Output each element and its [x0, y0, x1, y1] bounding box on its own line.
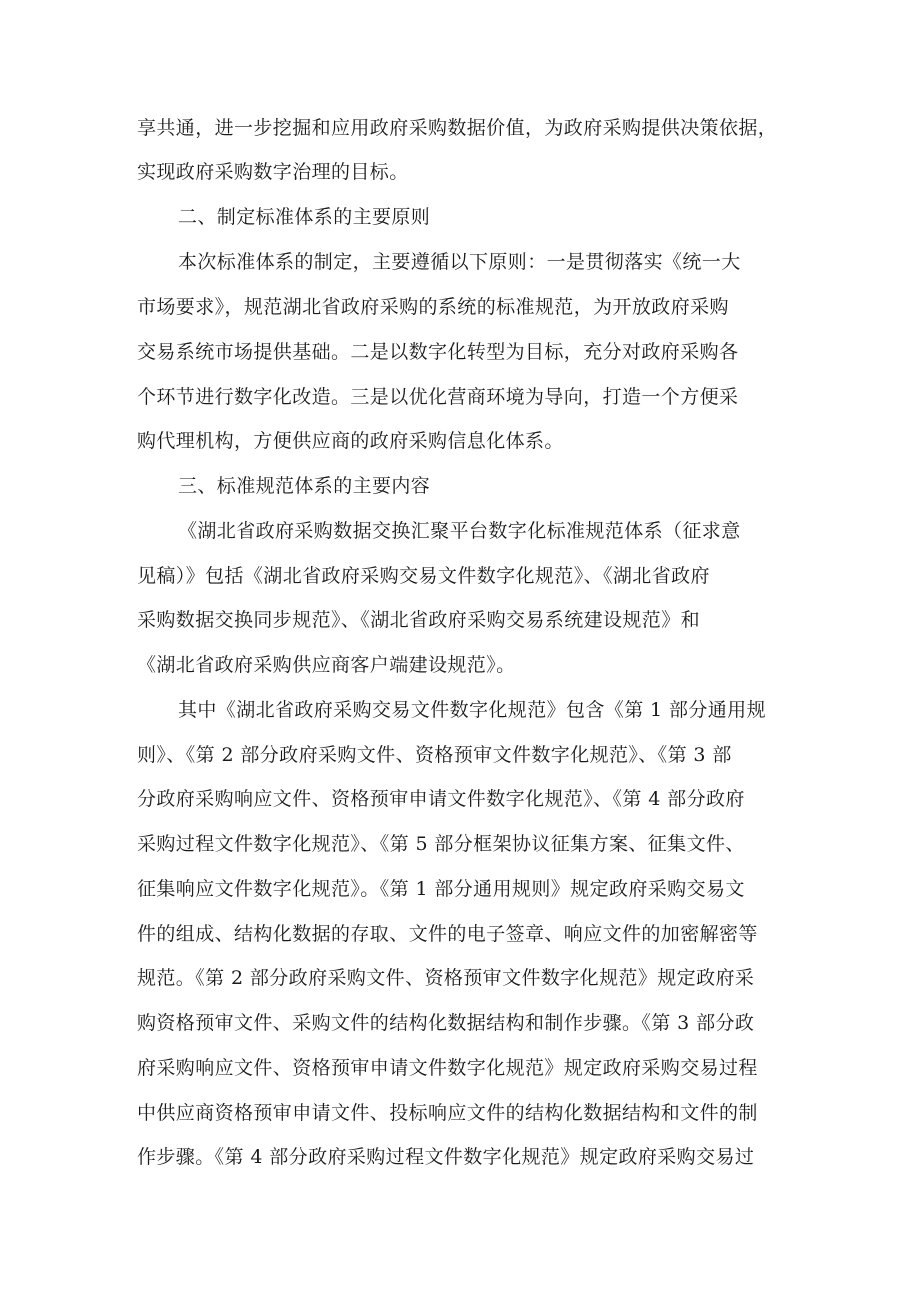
- text-line: 采购数据交换同步规范》、《湖北省政府采购交易系统建设规范》和: [137, 609, 701, 631]
- text-line: 作步骤。《第 4 部分政府采购过程文件数字化规范》规定政府采购交易过: [137, 1146, 755, 1168]
- text-line: 其中《湖北省政府采购交易文件数字化规范》包含《第 1 部分通用规: [178, 699, 766, 721]
- text-line: 中供应商资格预审申请文件、投标响应文件的结构化数据结构和文件的制: [137, 1102, 758, 1124]
- text-line: 实现政府采购数字治理的目标。: [137, 161, 409, 183]
- text-line: 规范。《第 2 部分政府采购文件、资格预审文件数字化规范》规定政府采: [137, 967, 755, 989]
- text-line: 交易系统市场提供基础。二是以数字化转型为目标，充分对政府采购各: [137, 341, 739, 363]
- text-line: 件的组成、结构化数据的存取、文件的电子签章、响应文件的加密解密等: [137, 923, 758, 945]
- text-line: 购资格预审文件、采购文件的结构化数据结构和制作步骤。《第 3 部分政: [137, 1012, 755, 1034]
- text-line: 见稿）》包括《湖北省政府采购交易文件数字化规范》、《湖北省政府: [137, 565, 710, 587]
- text-line: 则》、《第 2 部分政府采购文件、资格预审文件数字化规范》、《第 3 部: [137, 744, 732, 766]
- text-line: 分政府采购响应文件、资格预审申请文件数字化规范》、《第 4 部分政府: [137, 788, 745, 810]
- text-line: 《湖北省政府采购供应商客户端建设规范》。: [137, 654, 516, 676]
- section-heading: 三、标准规范体系的主要内容: [178, 475, 431, 497]
- section-heading: 二、制定标准体系的主要原则: [178, 206, 431, 228]
- text-line: 个环节进行数字化改造。三是以优化营商环境为导向，打造一个方便采: [137, 386, 739, 408]
- text-line: 《湖北省政府采购数据交换汇聚平台数字化标准规范体系（征求意: [178, 520, 741, 542]
- text-line: 市场要求》，规范湖北省政府采购的系统的标准规范，为开放政府采购: [137, 296, 729, 318]
- text-line: 本次标准体系的制定，主要遵循以下原则：一是贯彻落实《统一大: [178, 251, 741, 273]
- text-line: 享共通，进一步挖掘和应用政府采购数据价值，为政府采购提供决策依据，: [137, 117, 778, 139]
- text-line: 采购过程文件数字化规范》、《第 5 部分框架协议征集方案、征集文件、: [137, 833, 745, 855]
- text-line: 征集响应文件数字化规范》。《第 1 部分通用规则》规定政府采购交易文: [137, 878, 745, 900]
- text-line: 购代理机构，方便供应商的政府采购信息化体系。: [137, 430, 564, 452]
- text-line: 府采购响应文件、资格预审申请文件数字化规范》规定政府采购交易过程: [137, 1057, 758, 1079]
